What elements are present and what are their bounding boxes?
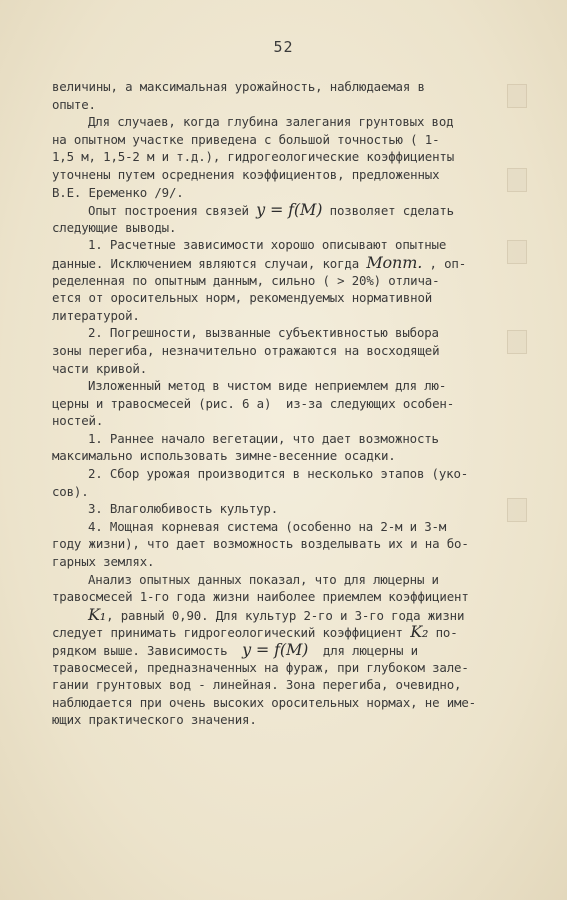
text-run: 2. Сбор урожая производится в несколько этапов (уко- bbox=[88, 466, 469, 482]
body-text bbox=[52, 78, 530, 729]
text-line bbox=[52, 676, 530, 694]
text-run: гарных землях. bbox=[52, 554, 155, 570]
text-run: травосмесей, предназначенных на фураж, при глубоком зале- bbox=[52, 659, 469, 675]
text-run: наблюдается при очень высоких оросительных нормах, не име- bbox=[52, 694, 476, 710]
text-line bbox=[52, 184, 530, 202]
text-line bbox=[52, 500, 530, 518]
text-line bbox=[52, 606, 530, 624]
text-line bbox=[52, 96, 530, 114]
text-run: Опыт построения связей bbox=[88, 203, 257, 219]
text-line bbox=[52, 465, 530, 483]
text-run: величины, а максимальная урожайность, наблюдаемая в bbox=[52, 79, 425, 94]
text-run: гании грунтовых вод - линейная. Зона перегиба, очевидно, bbox=[52, 677, 462, 693]
text-run: ющих практического значения. bbox=[52, 712, 257, 728]
text-run: части кривой. bbox=[52, 360, 148, 376]
text-run: сов). bbox=[52, 483, 89, 499]
text-line bbox=[52, 272, 530, 290]
text-line bbox=[52, 324, 530, 342]
text-line bbox=[52, 148, 530, 166]
text-run: рядком выше. Зависимость bbox=[52, 643, 243, 658]
text-run: уточнены путем осреднения коэффициентов, предложенных bbox=[52, 166, 440, 182]
text-line bbox=[52, 711, 530, 729]
text-line bbox=[52, 342, 530, 360]
text-run: следует принимать гидрогеологический коэффициент bbox=[52, 625, 411, 641]
text-run: , оп- bbox=[422, 255, 467, 271]
text-line bbox=[52, 377, 530, 395]
text-run: В.Е. Еременко /9/. bbox=[52, 184, 184, 200]
text-run: максимально использовать зимне-весенние осадки. bbox=[52, 448, 396, 464]
text-line bbox=[52, 166, 530, 184]
text-line bbox=[52, 236, 530, 254]
text-run: 1. Раннее начало вегетации, что дает возможность bbox=[88, 430, 439, 446]
text-line bbox=[52, 131, 530, 149]
text-line bbox=[52, 395, 530, 413]
text-run: следующие выводы. bbox=[52, 219, 177, 235]
handwritten-formula: y = f(M) bbox=[256, 201, 323, 219]
text-line bbox=[52, 483, 530, 501]
text-run: церны и травосмесей (рис. 6 а) из-за следующих особен- bbox=[52, 395, 455, 411]
text-line bbox=[52, 78, 530, 96]
text-line bbox=[52, 201, 530, 219]
handwritten-formula: y = f(M) bbox=[242, 641, 309, 659]
text-run: году жизни), что дает возможность возделывать их и на бо- bbox=[52, 536, 469, 552]
text-run: зоны перегиба, незначительно отражаются на восходящей bbox=[52, 342, 440, 358]
text-run: литературой. bbox=[52, 307, 140, 323]
text-line bbox=[52, 289, 530, 307]
text-run: ется от оросительных норм, рекомендуемых нормативной bbox=[52, 290, 433, 306]
text-run: Анализ опытных данных показал, что для люцерны и bbox=[88, 571, 439, 587]
text-run: данные. Исключением являются случаи, когда bbox=[52, 255, 367, 271]
text-line bbox=[52, 307, 530, 325]
text-run: на опытном участке приведена с большой точностью ( 1- bbox=[52, 131, 440, 147]
text-run: для люцерны и bbox=[308, 643, 418, 658]
text-run: по- bbox=[428, 625, 458, 641]
text-run: 2. Погрешности, вызванные субъективностью выбора bbox=[88, 325, 439, 341]
handwritten-formula: K₁ bbox=[88, 605, 107, 624]
text-line bbox=[52, 588, 530, 606]
text-line bbox=[52, 535, 530, 553]
page-number: 52 bbox=[273, 38, 294, 56]
text-line bbox=[52, 430, 530, 448]
text-line bbox=[52, 219, 530, 237]
handwritten-formula: Mопт. bbox=[366, 253, 423, 272]
text-run: опыте. bbox=[52, 96, 96, 112]
text-line bbox=[52, 571, 530, 589]
text-line bbox=[52, 659, 530, 677]
text-line bbox=[52, 518, 530, 536]
text-line bbox=[52, 412, 530, 430]
text-line bbox=[52, 447, 530, 465]
text-line bbox=[52, 254, 530, 272]
text-run: позволяет сделать bbox=[322, 203, 454, 219]
text-run: травосмесей 1-го года жизни наиболее приемлем коэффициент bbox=[52, 589, 469, 605]
text-line bbox=[52, 641, 530, 659]
text-run: 1,5 м, 1,5-2 м и т.д.), гидрогеологические коэффициенты bbox=[52, 149, 455, 165]
text-run: 4. Мощная корневая система (особенно на 2-м и 3-м bbox=[88, 518, 447, 534]
handwritten-formula: K₂ bbox=[410, 623, 429, 641]
text-line bbox=[52, 694, 530, 712]
text-run: , равный 0,90. Для культур 2-го и 3-го года жизни bbox=[106, 607, 465, 623]
text-line bbox=[52, 360, 530, 378]
text-line bbox=[52, 113, 530, 131]
text-run: ностей. bbox=[52, 413, 104, 429]
text-run: Для случаев, когда глубина залегания грунтовых вод bbox=[88, 114, 454, 130]
text-line bbox=[52, 623, 530, 641]
text-line bbox=[52, 553, 530, 571]
text-run: Изложенный метод в чистом виде неприемлем для лю- bbox=[88, 378, 447, 394]
text-run: ределенная по опытным данным, сильно ( > 20%) отлича- bbox=[52, 272, 440, 288]
text-run: 3. Влаголюбивость культур. bbox=[88, 501, 279, 517]
text-run: 1. Расчетные зависимости хорошо описывают опытные bbox=[88, 237, 447, 253]
